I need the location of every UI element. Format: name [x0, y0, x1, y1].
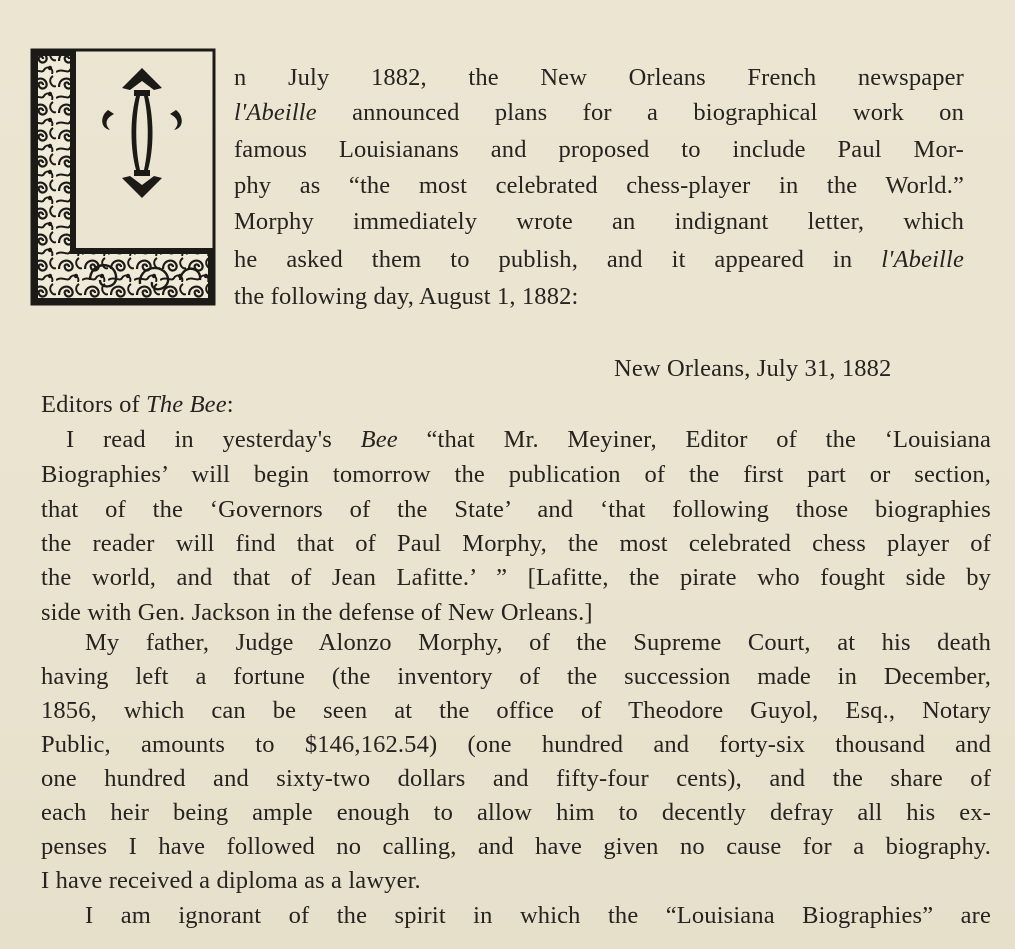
paragraph1-line-3: that of the ‘Governors of the State’ and ‘that following those biographies [41, 496, 991, 523]
p1-text-b: “that Mr. Meyiner, Editor of the ‘Louisiana [397, 426, 992, 453]
paragraph1-line-1 [66, 423, 991, 458]
ornament-icon [30, 48, 216, 306]
intro-line-6-text: he asked them to publish, and it appeared in [234, 246, 882, 273]
intro-line-6 [234, 243, 964, 278]
paragraph2-line-1: My father, Judge Alonzo Morphy, of the Supreme Court, at his death [85, 629, 991, 656]
intro-line-3: famous Louisianans and proposed to include Paul Mor- [234, 136, 964, 163]
intro-line-7: the following day, August 1, 1882: [234, 283, 579, 310]
paragraph3-line-1: I am ignorant of the spirit in which the “Louisiana Biographies” are [85, 902, 991, 929]
intro-line-5: Morphy immediately wrote an indignant letter, which [234, 208, 964, 235]
paragraph1-line-6: side with Gen. Jackson in the defense of New Orleans.] [41, 599, 593, 626]
p1-newspaper: Bee [360, 426, 398, 453]
paragraph2-line-7: penses I have followed no calling, and have given no cause for a biography. [41, 833, 991, 860]
paragraph2-line-4: Public, amounts to $146,162.54) (one hundred and forty-six thousand and [41, 731, 991, 758]
paragraph2-line-2: having left a fortune (the inventory of the succession made in December, [41, 663, 991, 690]
newspaper-title: l'Abeille [234, 99, 317, 126]
paragraph1-line-2: Biographies’ will begin tomorrow the publication of the first part or section, [41, 461, 991, 488]
intro-line-4: phy as “the most celebrated chess-player in the World.” [234, 172, 964, 199]
dateline: New Orleans, July 31, 1882 [614, 355, 892, 382]
paragraph1-line-4: the reader will find that of Paul Morphy, the most celebrated chess player of [41, 530, 991, 557]
newspaper-title: l'Abeille [881, 246, 964, 273]
salutation-prefix: Editors of [41, 391, 147, 418]
paragraph1-line-5: the world, and that of Jean Lafitte.’ ” [Lafitte, the pirate who fought side by [41, 564, 991, 591]
intro-line-1: n July 1882, the New Orleans French newspaper [234, 64, 964, 91]
paragraph2-line-6: each heir being ample enough to allow him to decently defray all his ex- [41, 799, 991, 826]
salutation-suffix: : [226, 391, 234, 418]
salutation-newspaper: The Bee [146, 391, 227, 418]
paragraph2-line-8: I have received a diploma as a lawyer. [41, 867, 421, 894]
intro-line-2-text: announced plans for a biographical work on [316, 99, 964, 126]
p1-text-a: I read in yesterday's [66, 426, 361, 453]
salutation [41, 388, 991, 423]
paragraph2-line-3: 1856, which can be seen at the office of Theodore Guyol, Esq., Notary [41, 697, 991, 724]
decorative-dropcap-initial [30, 48, 216, 306]
intro-line-2 [234, 96, 964, 131]
paragraph2-line-5: one hundred and sixty-two dollars and fifty-four cents), and the share of [41, 765, 991, 792]
